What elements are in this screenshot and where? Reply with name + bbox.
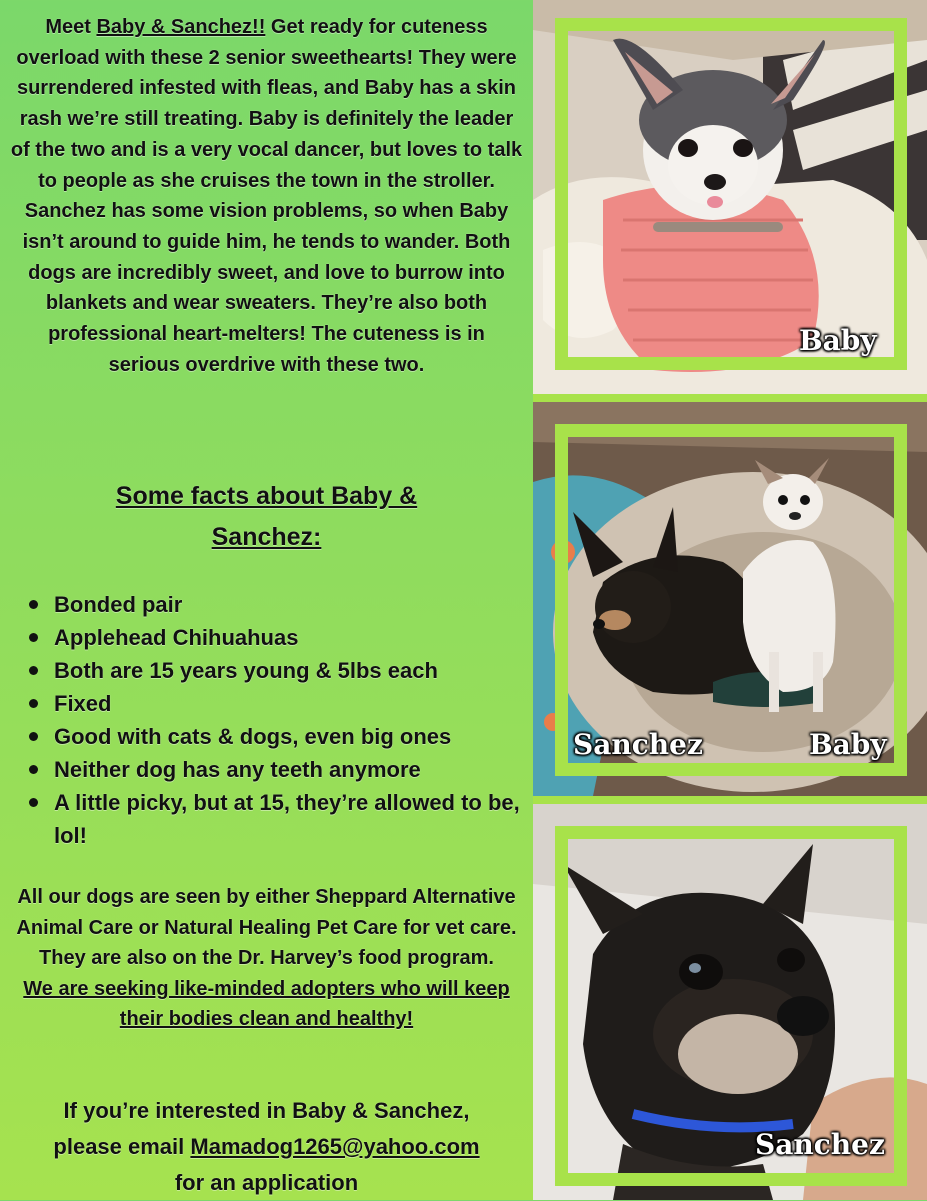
- facts-list: [26, 588, 526, 852]
- fact-text: A little picky, but at 15, they’re allowed to be, lol!: [54, 790, 520, 848]
- photo-frame: [555, 18, 907, 370]
- vet-care-text: All our dogs are seen by either Sheppard Alternative Animal Care or Natural Healing Pet Care for vet care. They are also on the Dr. Harvey’s food program.: [16, 886, 517, 969]
- photo-sanchez-and-baby: [533, 402, 927, 796]
- bullet-icon: [29, 699, 38, 708]
- caption-sanchez-left: Sanchez: [573, 728, 703, 761]
- intro-meet: Meet: [45, 16, 97, 38]
- contact-prefix: please email: [53, 1134, 191, 1159]
- contact-paragraph: [6, 1093, 527, 1201]
- bullet-icon: [29, 633, 38, 642]
- fact-text: Both are 15 years young & 5lbs each: [54, 658, 438, 683]
- caption-baby: Baby: [799, 324, 877, 357]
- vet-care-paragraph: [10, 882, 523, 1035]
- photo-column: [533, 0, 927, 1200]
- intro-names: Baby & Sanchez!!: [96, 16, 266, 38]
- contact-line1: If you’re interested in Baby & Sanchez,: [63, 1098, 470, 1123]
- bullet-icon: [29, 765, 38, 774]
- bullet-icon: [29, 798, 38, 807]
- facts-heading-line2: Sanchez:: [211, 523, 322, 551]
- fact-item: [26, 786, 526, 852]
- intro-text: Get ready for cuteness overload with these 2 senior sweethearts! They were surrendered infested with fleas, and Baby has a skin rash we’re still treating. Baby is definitely the leader of the two and is a very vocal dancer, but loves to talk to people as she cruises the town in the stroller. Sanchez has some vision problems, so when Baby isn’t around to guide him, he tends to wander. Both dogs are incredibly sweet, and love to burrow into blankets and wear sweaters. They’re also both professional heart-melters! The cuteness is in serious overdrive with these two.: [10, 16, 523, 376]
- fact-item: [26, 687, 526, 720]
- email-link[interactable]: Mamadog1265@yahoo.com: [190, 1134, 480, 1159]
- bullet-icon: [29, 600, 38, 609]
- fact-text: Bonded pair: [54, 592, 183, 617]
- caption-sanchez: Sanchez: [755, 1128, 885, 1161]
- photo-sanchez: [533, 804, 927, 1200]
- photo-baby: [533, 0, 927, 394]
- bullet-icon: [29, 666, 38, 675]
- fact-text: Neither dog has any teeth anymore: [54, 757, 421, 782]
- fact-text: Fixed: [54, 691, 112, 716]
- photo-frame: [555, 424, 907, 776]
- fact-text: Good with cats & dogs, even big ones: [54, 724, 452, 749]
- contact-line3: for an application: [174, 1170, 359, 1195]
- adopter-requirement: We are seeking like-minded adopters who will keep their bodies clean and healthy!: [23, 977, 510, 1030]
- fact-text: Applehead Chihuahuas: [54, 625, 299, 650]
- fact-item: [26, 720, 526, 753]
- caption-baby-right: Baby: [809, 728, 887, 761]
- fact-item: [26, 588, 526, 621]
- fact-item: [26, 621, 526, 654]
- facts-heading: [0, 476, 533, 558]
- facts-heading-line1: Some facts about Baby &: [115, 482, 418, 510]
- contact-line2: [6, 1129, 527, 1165]
- bullet-icon: [29, 732, 38, 741]
- fact-item: [26, 753, 526, 786]
- fact-item: [26, 654, 526, 687]
- intro-paragraph: [10, 12, 523, 380]
